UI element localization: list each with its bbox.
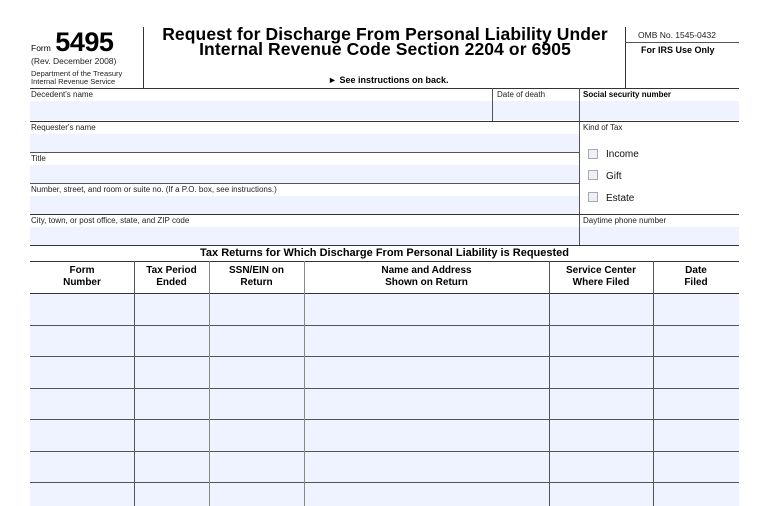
gift-checkbox[interactable]	[588, 170, 598, 180]
table-row[interactable]	[30, 326, 739, 356]
column-header-name-address: Name and Address Shown on Return	[381, 265, 472, 288]
omb-divider	[625, 42, 739, 43]
city-label: City, town, or post office, state, and ZIP code	[31, 216, 190, 225]
form-word: Form	[31, 43, 51, 53]
table-row[interactable]	[30, 294, 739, 325]
estate-checkbox[interactable]	[588, 192, 598, 202]
department-line1: Department of the Treasury	[31, 69, 123, 78]
decedent-name-input[interactable]	[30, 101, 492, 120]
street-input[interactable]	[30, 196, 579, 214]
daytime-phone-label: Daytime phone number	[583, 216, 667, 225]
column-header-service-center: Service Center Where Filed	[565, 265, 637, 288]
ssn-label: Social security number	[583, 90, 672, 99]
arrow-right-icon: ►	[328, 75, 337, 85]
table-row[interactable]	[30, 483, 739, 506]
income-checkbox[interactable]	[588, 149, 598, 159]
column-header-ssn-ein: SSN/EIN on Return	[228, 265, 284, 288]
form-number: 5495	[55, 27, 114, 57]
title-label: Title	[31, 154, 46, 163]
kind-of-tax-label: Kind of Tax	[583, 123, 623, 132]
revision-date: (Rev. December 2008)	[31, 56, 117, 66]
form-title-line2: Internal Revenue Code Section 2204 or 6905	[199, 39, 571, 59]
header-divider-left	[143, 27, 144, 88]
city-input[interactable]	[30, 227, 579, 245]
form-title	[150, 24, 620, 59]
omb-number: OMB No. 1545-0432	[638, 30, 716, 40]
table-row[interactable]	[30, 357, 739, 388]
divider	[30, 214, 739, 215]
form-id	[31, 27, 113, 58]
irs-use-only: For IRS Use Only	[641, 45, 715, 55]
income-label: Income	[606, 149, 639, 160]
divider	[30, 245, 739, 246]
column-header-tax-period: Tax Period Ended	[146, 265, 197, 288]
ssn-input[interactable]	[580, 101, 739, 120]
divider	[30, 121, 739, 122]
requester-name-label: Requester's name	[31, 123, 96, 132]
divider	[30, 261, 739, 262]
estate-label: Estate	[606, 193, 635, 204]
returns-table-title: Tax Returns for Which Discharge From Personal Liability is Requested	[200, 247, 569, 259]
title-input[interactable]	[30, 165, 579, 183]
requester-name-input[interactable]	[30, 134, 579, 152]
department-line2: Internal Revenue Service	[31, 77, 116, 86]
street-label: Number, street, and room or suite no. (If a P.O. box, see instructions.)	[31, 185, 277, 194]
form-title-line1: Request for Discharge From Personal Liability Under	[162, 24, 608, 44]
date-of-death-label: Date of death	[497, 90, 546, 99]
divider	[30, 152, 579, 153]
instructions-text: See instructions on back.	[339, 75, 449, 85]
decedent-name-label: Decedent's name	[31, 90, 94, 99]
table-row[interactable]	[30, 389, 739, 419]
date-of-death-input[interactable]	[493, 101, 579, 120]
daytime-phone-input[interactable]	[580, 227, 739, 245]
table-row[interactable]	[30, 420, 739, 451]
column-header-date-filed: Date Filed	[684, 265, 708, 288]
gift-label: Gift	[606, 171, 622, 182]
header-bottom-rule	[30, 88, 739, 89]
header-divider-right	[625, 27, 626, 88]
divider	[30, 183, 579, 184]
table-row[interactable]	[30, 452, 739, 482]
instructions-note	[328, 75, 448, 85]
column-header-form-number: Form Number	[63, 265, 101, 288]
